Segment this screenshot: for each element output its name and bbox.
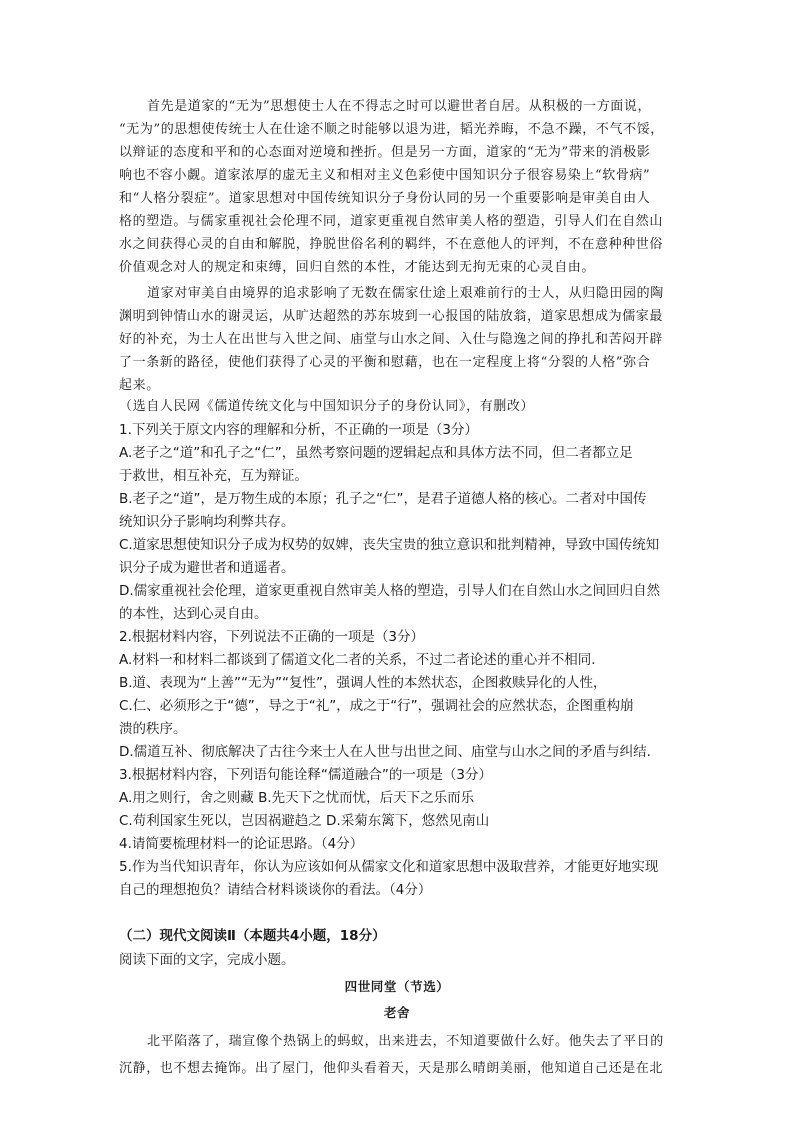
passage-line: 水之间获得心灵的自由和解脱，挣脱世俗名利的羁绊，不在意他人的评判，不在意种种世俗: [119, 237, 664, 252]
question-line: A.老子之“道”和孔子之“仁”，虽然考察问题的逻辑起点和具体方法不同，但二者都立足: [119, 445, 633, 461]
passage-line: 和“人格分裂症”。道家思想对中国传统知识分子身份认同的另一个重要影响是审美自由人: [119, 191, 651, 206]
passage-line: 响也不容小觑。道家浓厚的虚无主义和相对主义色彩使中国知识分子很容易染上“软骨病”: [119, 168, 651, 183]
section-heading: （二）现代文阅读Ⅱ（本题共4小题，18分）: [119, 928, 386, 944]
question-line: 统知识分子影响均利弊共存。: [119, 514, 295, 530]
question-line: B.老子之“道”，是万物生成的本原；孔子之“仁”，是君子道德人格的核心。二者对中国传: [119, 491, 647, 507]
passage-line: 格的塑造。与儒家重视社会伦理不同，道家更重视自然审美人格的塑造，引导人们在自然山: [119, 214, 664, 229]
question-line: D.儒家重视社会伦理，道家更重视自然审美人格的塑造，引导人们在自然山水之间回归自然: [119, 583, 661, 599]
question-line: A.材料一和材料二都谈到了儒道文化二者的关系，不过二者论述的重心并不相同.: [119, 652, 596, 668]
question-line: 于救世，相互补充，互为辩证。: [119, 468, 308, 484]
question-line: 1.下列关于原文内容的理解和分析，不正确的一项是（3分）: [119, 422, 478, 438]
passage-line: 好的补充，为士人在出世与入世之间、庙堂与山水之间、入仕与隐逸之间的挣扎和苦闷开辟: [119, 332, 664, 347]
question-line: C.仁、必须形之于“德”，导之于“礼”，成之于“行”，强调社会的应然状态，企图重构崩: [119, 698, 634, 714]
question-line: B.道、表现为“上善”“无为”“复性”，强调人性的本然状态，企图救赎异化的人性，: [119, 675, 607, 691]
question-line: 识分子成为避世者和逍遥者。: [119, 560, 295, 576]
question-line: C.苟利国家生死以，岂因祸避趋之 D.采菊东篱下，悠然见南山: [119, 813, 490, 829]
text-title: 四世同堂（节选）: [344, 979, 450, 994]
passage-line: 起来。: [119, 378, 160, 393]
passage-line: 渊明到钟情山水的谢灵运，从旷达超然的苏东坡到一心报国的陆放翁，道家思想成为儒家最: [119, 309, 664, 324]
question-line: C.道家思想使知识分子成为权势的奴婢，丧失宝贵的独立意识和批判精神，导致中国传统知: [119, 537, 660, 553]
question-line: 溃的秩序。: [119, 721, 187, 737]
question-line: 3.根据材料内容，下列语句能诠释“儒道融合”的一项是（3分）: [119, 767, 492, 783]
text-author: 老舍: [383, 1005, 411, 1020]
question-line: 5.作为当代知识青年，你认为应该如何从儒家文化和道家思想中汲取营养，才能更好地实现: [119, 859, 659, 875]
question-line: 的本性，达到心灵自由。: [119, 606, 268, 622]
question-line: 自己的理想抱负？请结合材料谈谈你的看法。（4分）: [119, 882, 432, 898]
question-line: A.用之则行，舍之则藏 B.先天下之忧而忧，后天下之乐而乐: [119, 790, 475, 806]
passage-line: 首先是道家的“无为”思想使士人在不得志之时可以避世者自居。从积极的一方面说，: [147, 99, 652, 114]
source-citation: （选自人民网《儒道传统文化与中国知识分子的身份认同》，有删改）: [119, 399, 535, 414]
question-line: 2.根据材料内容，下列说法不正确的一项是（3分）: [119, 629, 424, 645]
passage-line: 沉静，也不想去掩饰。出了屋门，他仰头看着天，天是那么晴朗美丽，他知道自己还是在北: [119, 1061, 664, 1076]
question-line: D.儒道互补、彻底解决了古往今来士人在人世与出世之间、庙堂与山水之间的矛盾与纠结.: [119, 744, 651, 760]
passage-line: 了一条新的路径，使他们获得了心灵的平衡和慰藉，也在一定程度上将“分裂的人格”弥合: [119, 355, 651, 370]
passage-line: 价值观念对人的规定和束缚，回归自然的本性，才能达到无拘无束的心灵自由。: [119, 260, 596, 275]
section-instruction: 阅读下面的文字，完成小题。: [119, 952, 295, 968]
passage-line: 北平陷落了，瑞宣像个热锅上的蚂蚁，出来进去，不知道要做什么好。他失去了平日的: [147, 1034, 664, 1049]
passage-line: “无为”的思想使传统士人在仕途不顺之时能够以退为进，韬光养晦，不急不躁，不气不馁，: [119, 122, 664, 137]
passage-line: 以辩证的态度和平和的心态面对逆境和挫折。但是另一方面，道家的“无为”带来的消极影: [119, 145, 651, 160]
question-line: 4.请简要梳理材料一的论证思路。（4分）: [119, 836, 364, 852]
passage-line: 道家对审美自由境界的追求影响了无数在儒家仕途上艰难前行的士人，从归隐田园的陶: [147, 286, 664, 301]
